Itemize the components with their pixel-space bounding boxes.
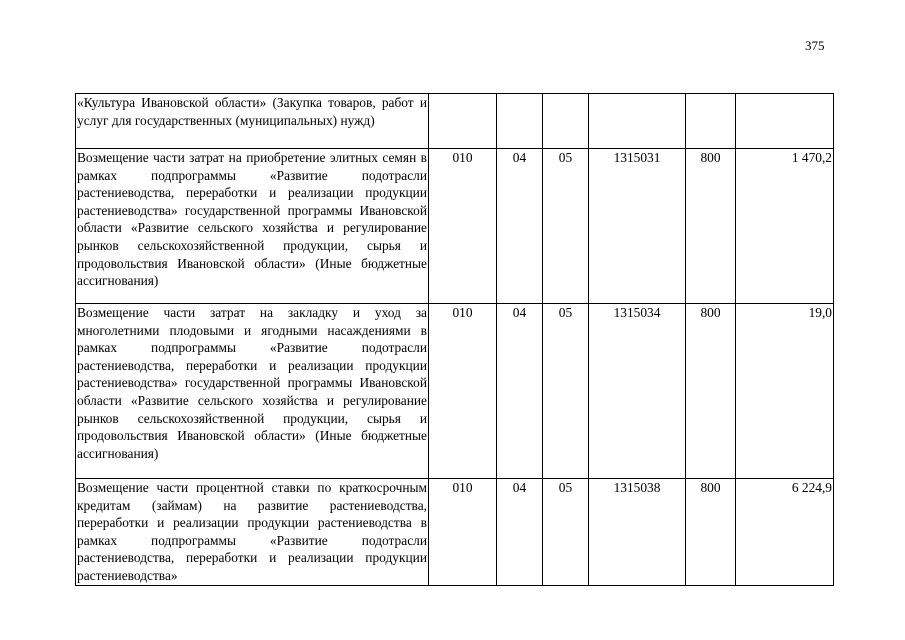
- subsection-code: 05: [543, 479, 589, 586]
- amount: 6 224,9: [736, 479, 834, 586]
- page-number: 375: [805, 38, 825, 53]
- amount: 19,0: [736, 304, 834, 479]
- expense-type-code: 800: [686, 149, 736, 304]
- ministry-code: 010: [429, 479, 497, 586]
- table-row: [76, 94, 834, 149]
- subsection-code: 05: [543, 149, 589, 304]
- section-code: 04: [497, 149, 543, 304]
- target-article-code: 1315038: [589, 479, 686, 586]
- target-article-code: [589, 94, 686, 149]
- table-row: [76, 304, 834, 479]
- section-code: 04: [497, 304, 543, 479]
- expense-type-code: 800: [686, 304, 736, 479]
- budget-table: [75, 93, 834, 586]
- ministry-code: 010: [429, 149, 497, 304]
- row-description: Возмещение части затрат на закладку и уход за многолетними плодовыми и ягодными насаждениями в рамках подпрограммы «Развитие подотрасли растениеводства, переработки и реализации продукции растениеводства» государственной программы Ивановской области «Развитие сельского хозяйства и регулирование рынков сельскохозяйственной продукции, сырья и продовольствия Ивановской области» (Иные бюджетные ассигнования): [76, 304, 429, 479]
- table-row: [76, 479, 834, 586]
- section-code: 04: [497, 479, 543, 586]
- expense-type-code: 800: [686, 479, 736, 586]
- expense-type-code: [686, 94, 736, 149]
- amount: 1 470,2: [736, 149, 834, 304]
- subsection-code: 05: [543, 304, 589, 479]
- ministry-code: 010: [429, 304, 497, 479]
- row-description: «Культура Ивановской области» (Закупка товаров, работ и услуг для государственных (муниципальных) нужд): [76, 94, 429, 149]
- subsection-code: [543, 94, 589, 149]
- section-code: [497, 94, 543, 149]
- row-description: Возмещение части затрат на приобретение элитных семян в рамках подпрограммы «Развитие подотрасли растениеводства, переработки и реализации продукции растениеводства» государственной программы Ивановской области «Развитие сельского хозяйства и регулирование рынков сельскохозяйственной продукции, сырья и продовольствия Ивановской области» (Иные бюджетные ассигнования): [76, 149, 429, 304]
- target-article-code: 1315031: [589, 149, 686, 304]
- amount: [736, 94, 834, 149]
- table-row: [76, 149, 834, 304]
- row-description: Возмещение части процентной ставки по краткосрочным кредитам (займам) на развитие растениеводства, переработки и реализации продукции растениеводства в рамках подпрограммы «Развитие подотрасли растениеводства, переработки и реализации продукции растениеводства»: [76, 479, 429, 586]
- ministry-code: [429, 94, 497, 149]
- target-article-code: 1315034: [589, 304, 686, 479]
